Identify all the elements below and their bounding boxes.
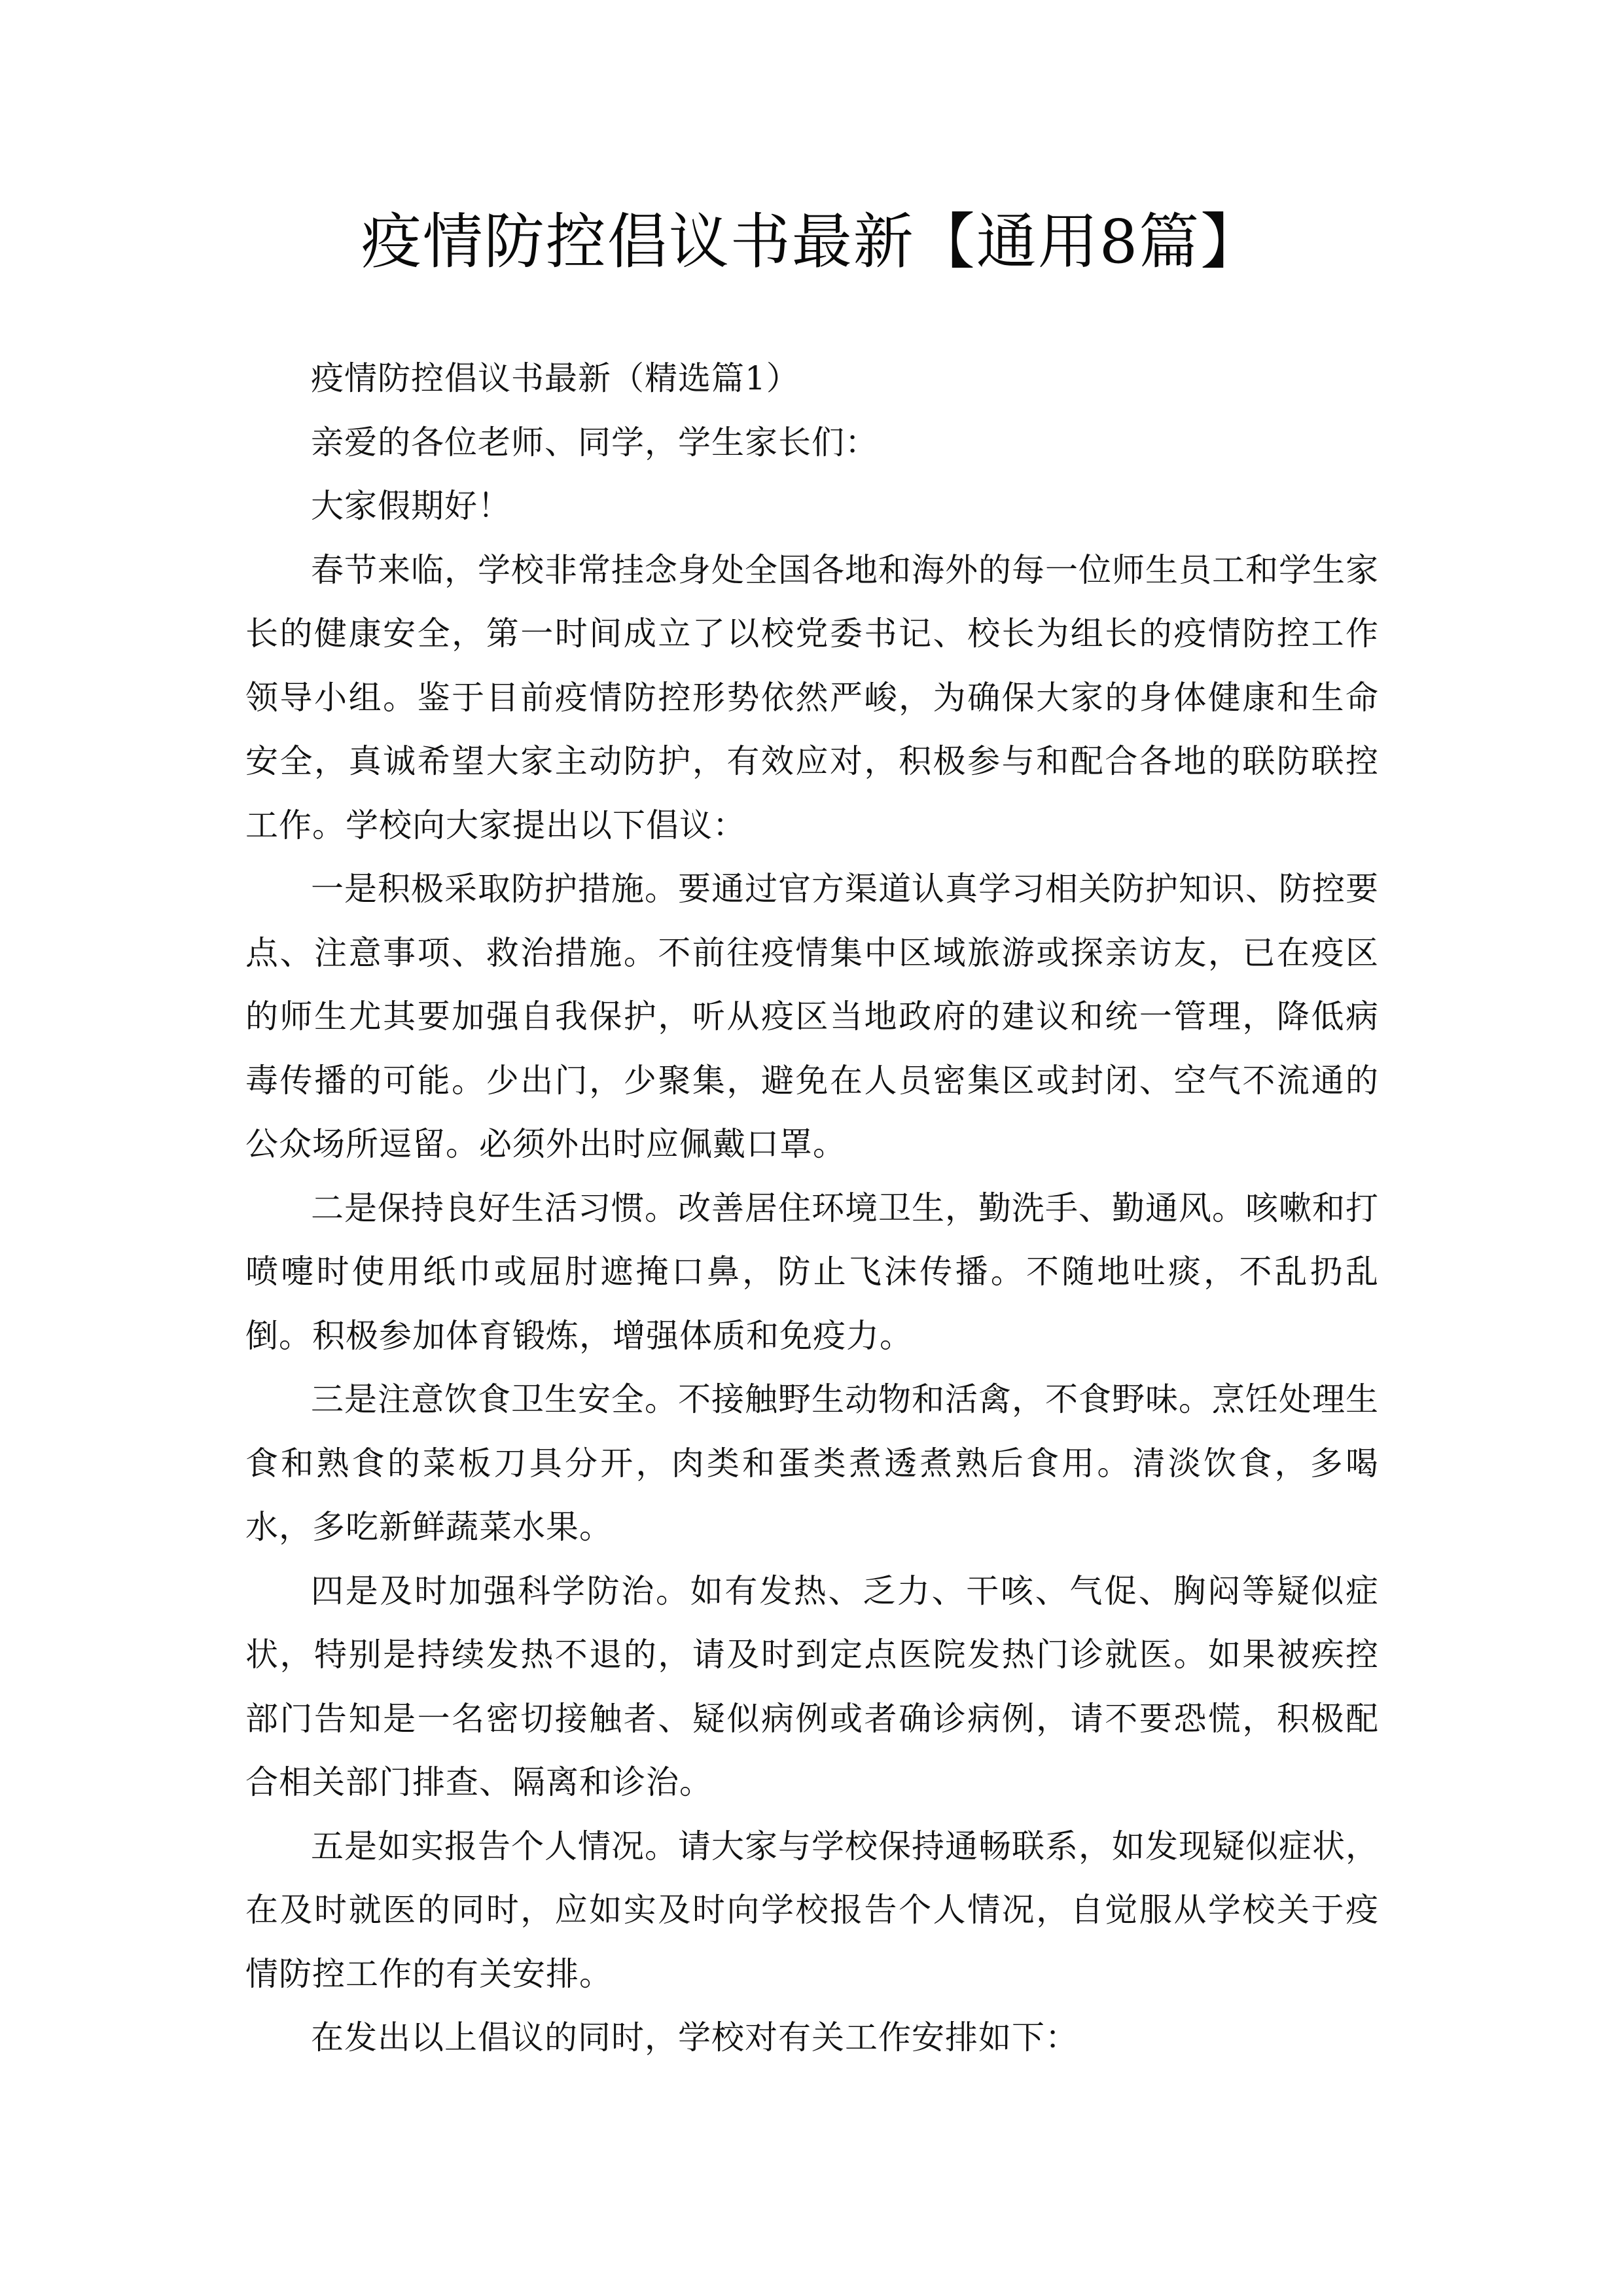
paragraph-point-5: 五是如实报告个人情况。请大家与学校保持通畅联系，如发现疑似症状，在及时就医的同时，应如实及时向学校报告个人情况，自觉服从学校关于疫情防控工作的有关安排。 <box>245 1827 1379 1993</box>
salutation: 亲爱的各位老师、同学，学生家长们： <box>311 423 878 461</box>
paragraph-point-2: 二是保持良好生活习惯。改善居住环境卫生，勤洗手、勤通风。咳嗽和打喷嚏时使用纸巾或屈肘遮掩口鼻，防止飞沫传播。不随地吐痰，不乱扔乱倒。积极参加体育锻炼，增强体质和免疫力。 <box>245 1189 1379 1355</box>
paragraph-point-4: 四是及时加强科学防治。如有发热、乏力、干咳、气促、胸闷等疑似症状，特别是持续发热不退的，请及时到定点医院发热门诊就医。如果被疾控部门告知是一名密切接触者、疑似病例或者确诊病例，请不要恐慌，积极配合相关部门排查、隔离和诊治。 <box>245 1571 1379 1801</box>
document-title: 疫情防控倡议书最新【通用8篇】 <box>361 207 1262 277</box>
paragraph-point-1: 一是积极采取防护措施。要通过官方渠道认真学习相关防护知识、防控要点、注意事项、救治措施。不前往疫情集中区域旅游或探亲访友，已在疫区的师生尤其要加强自我保护，听从疫区当地政府的建议和统一管理，降低病毒传播的可能。少出门，少聚集，避免在人员密集区或封闭、空气不流通的公众场所逗留。必须外出时应佩戴口罩。 <box>245 870 1379 1163</box>
paragraph-point-3: 三是注意饮食卫生安全。不接触野生动物和活禽，不食野味。烹饪处理生食和熟食的菜板刀具分开，肉类和蛋类煮透煮熟后食用。清淡饮食，多喝水，多吃新鲜蔬菜水果。 <box>245 1380 1379 1546</box>
section-heading: 疫情防控倡议书最新（精选篇1） <box>311 359 800 397</box>
paragraph-intro: 春节来临，学校非常挂念身处全国各地和海外的每一位师生员工和学生家长的健康安全，第一时间成立了以校党委书记、校长为组长的疫情防控工作领导小组。鉴于目前疫情防控形势依然严峻，为确保大家的身体健康和生命安全，真诚希望大家主动防护，有效应对，积极参与和配合各地的联防联控工作。学校向大家提出以下倡议： <box>245 550 1379 844</box>
document-body <box>245 347 1379 2070</box>
greeting: 大家假期好！ <box>311 487 511 525</box>
paragraph-closing: 在发出以上倡议的同时，学校对有关工作安排如下： <box>311 2018 1079 2056</box>
